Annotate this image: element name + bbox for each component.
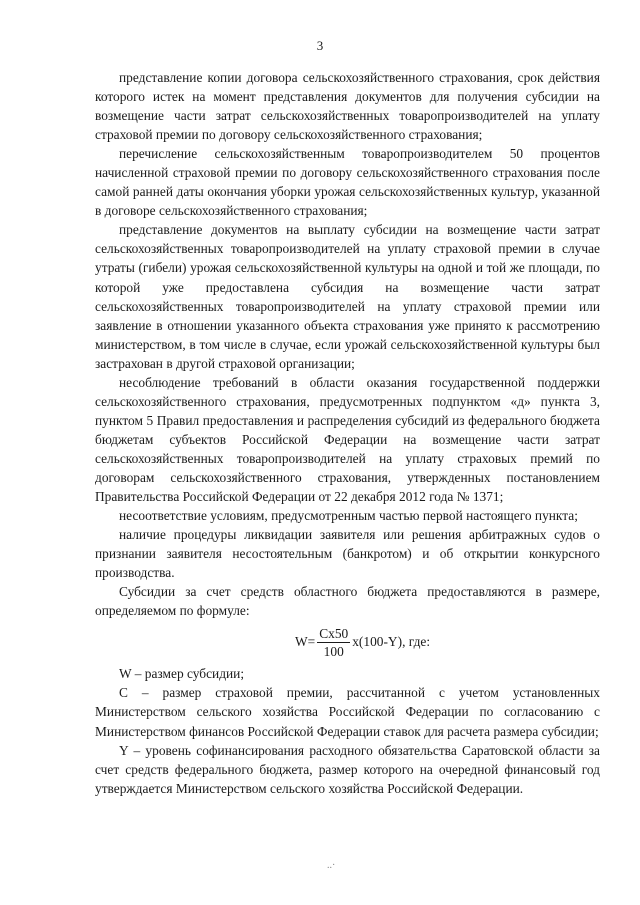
document-body (95, 68, 600, 798)
formula-rhs: x(100-Y), где: (352, 634, 431, 650)
page-number: 3 (316, 38, 324, 53)
formula-lhs: W= (295, 634, 316, 650)
paragraph-2: перечисление сельскохозяйственным товаропроизводителем 50 процентов начисленной страховой премии по договору сельскохозяйственного страхования после самой ранней даты окончания уборки урожая сельскохозяйственных культур, указанной в договоре сельскохозяйственного страхования; (95, 146, 600, 219)
definition-y: Y – уровень софинансирования расходного обязательства Саратовской области за счет средств федерального бюджета, размер которого на очередной финансовый год утверждается Министерством сельского хозяйства Российской Федерации. (95, 742, 600, 796)
paragraph-7: Субсидии за счет средств областного бюджета предоставляются в размере, определяемом по формуле: (95, 584, 600, 619)
paragraph-5: несоответствие условиям, предусмотренным частью первой настоящего пункта; (119, 508, 578, 524)
definition-c: С – размер страховой премии, рассчитанной с учетом установленных Министерством сельского хозяйства Российской Федерации по согласованию с Министерством финансов Российской Федерации ставок для расчета размера субсидии; (95, 685, 600, 739)
definition-w: W – размер субсидии; (119, 666, 245, 682)
paragraph-3: представление документов на выплату субсидии на возмещение части затрат сельскохозяйственных товаропроизводителей на уплату страховой премии в случае утраты (гибели) урожая сельскохозяйственной культуры на одной и той же площади, по которой уже предоставлена субсидия на возмещение части затрат сельскохозяйственных товаропроизводителей на уплату страховой премии или заявление в отношении указанного объекта страхования уже принято к рассмотрению министерством, в том числе в случае, если урожай сельскохозяйственной культуры был застрахован в другой страховой организации; (95, 222, 600, 371)
formula-numerator: Cx50 (319, 625, 349, 641)
paragraph-4: несоблюдение требований в области оказания государственной поддержки сельскохозяйственного страхования, предусмотренных подпунктом «д» пункта 3, пунктом 5 Правил предоставления и распределения субсидий из федерального бюджета бюджетам субъектов Российской Федерации на возмещение части затрат сельскохозяйственных товаропроизводителей на уплату страховых премий по договорам сельскохозяйственного страхования, утвержденных постановлением Правительства Российской Федерации от 22 декабря 2012 года № 1371; (95, 374, 600, 505)
formula-block (95, 620, 600, 664)
subsidy-formula (295, 622, 430, 662)
paragraph-6: наличие процедуры ликвидации заявителя или решения арбитражных судов о признании заявителя несостоятельным (банкротом) и об открытии конкурсного производства. (95, 527, 600, 581)
paragraph-1: представление копии договора сельскохозяйственного страхования, срок действия которого истек на момент представления документов для получения субсидии на возмещение части затрат сельскохозяйственных товаропроизводителей на уплату страховой премии по договору сельскохозяйственного страхования; (95, 70, 600, 143)
footer-mark: ..· (327, 860, 336, 871)
formula-fraction (317, 625, 350, 660)
formula-denominator: 100 (323, 643, 344, 659)
